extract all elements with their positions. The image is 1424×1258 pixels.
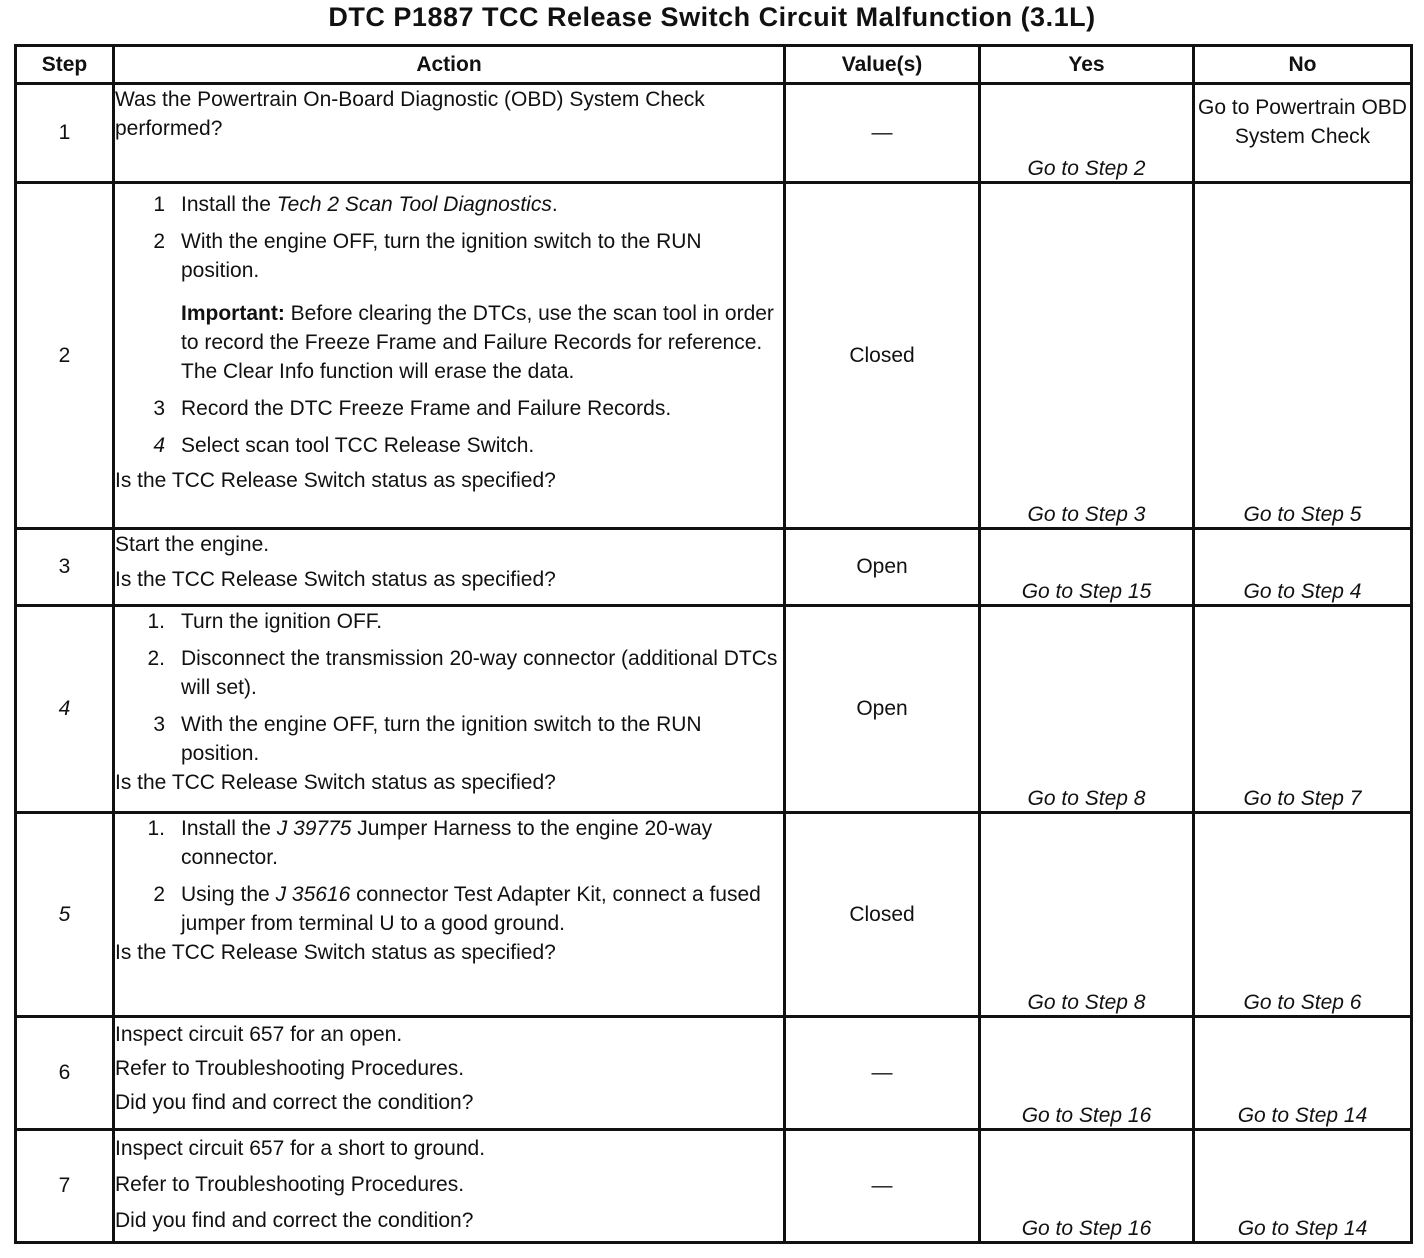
- no-cell: Go to Step 6: [1194, 813, 1412, 1017]
- step-number: 2: [16, 183, 114, 529]
- no-cell: Go to Step 4: [1194, 529, 1412, 606]
- action-cell: [114, 84, 785, 183]
- no-cell: Go to Step 5: [1194, 183, 1412, 529]
- action-cell: [114, 606, 785, 813]
- step-number: 4: [16, 606, 114, 813]
- action-text: Inspect circuit 657 for an open.: [115, 1023, 403, 1046]
- yes-cell: Go to Step 16: [980, 1130, 1194, 1243]
- yes-cell: Go to Step 2: [980, 84, 1194, 183]
- value-cell: Open: [785, 606, 980, 813]
- value-cell: Closed: [785, 813, 980, 1017]
- no-cell: Go to Step 7: [1194, 606, 1412, 813]
- action-text: Inspect circuit 657 for a short to ground.: [115, 1137, 486, 1160]
- action-text: Refer to Troubleshooting Procedures.: [115, 1173, 465, 1196]
- header-yes: Yes: [980, 46, 1194, 84]
- action-cell: [114, 529, 785, 606]
- step-number: 7: [16, 1130, 114, 1243]
- important-note: Important: Before clearing the DTCs, use the scan tool in order to record the Freeze Frame and Failure Records for reference. The Clear Info function will erase the data.: [181, 302, 774, 383]
- step-number: 1: [16, 84, 114, 183]
- action-text: Refer to Troubleshooting Procedures.: [115, 1057, 465, 1080]
- step-number: 3: [16, 529, 114, 606]
- table-row: [16, 606, 1412, 813]
- table-row: [16, 84, 1412, 183]
- table-row: [16, 1017, 1412, 1130]
- list-item: 3 With the engine OFF, turn the ignition switch to the RUN position.: [153, 713, 702, 765]
- yes-cell: Go to Step 3: [980, 183, 1194, 529]
- yes-cell: Go to Step 15: [980, 529, 1194, 606]
- no-cell: Go to Step 14: [1194, 1017, 1412, 1130]
- header-no: No: [1194, 46, 1412, 84]
- no-cell: Go to Step 14: [1194, 1130, 1412, 1243]
- table-row: [16, 813, 1412, 1017]
- action-text: Was the Powertrain On-Board Diagnostic (OBD) System Check performed?: [115, 88, 705, 140]
- value-cell: —: [785, 1017, 980, 1130]
- header-action: Action: [114, 46, 785, 84]
- value-cell: Open: [785, 529, 980, 606]
- table-header-row: [16, 46, 1412, 84]
- action-cell: [114, 1130, 785, 1243]
- value-cell: Closed: [785, 183, 980, 529]
- question-text: Did you find and correct the condition?: [115, 1091, 474, 1114]
- list-item: 1 Install the Tech 2 Scan Tool Diagnostics.: [153, 193, 558, 216]
- no-cell: Go to Powertrain OBD System Check: [1194, 84, 1412, 183]
- table-row: [16, 529, 1412, 606]
- question-text: Is the TCC Release Switch status as specified?: [115, 941, 556, 964]
- question-text: Is the TCC Release Switch status as specified?: [115, 771, 556, 794]
- table-row: [16, 1130, 1412, 1243]
- yes-cell: Go to Step 16: [980, 1017, 1194, 1130]
- list-item: 2 With the engine OFF, turn the ignition switch to the RUN position.: [153, 230, 702, 282]
- question-text: Did you find and correct the condition?: [115, 1209, 474, 1232]
- question-text: Is the TCC Release Switch status as specified?: [115, 469, 556, 492]
- action-cell: [114, 813, 785, 1017]
- action-cell: [114, 183, 785, 529]
- header-values: Value(s): [785, 46, 980, 84]
- action-cell: [114, 1017, 785, 1130]
- action-text: Start the engine.: [115, 533, 270, 556]
- value-cell: —: [785, 1130, 980, 1243]
- step-number: 5: [16, 813, 114, 1017]
- list-item: 4 Select scan tool TCC Release Switch.: [153, 434, 535, 457]
- yes-cell: Go to Step 8: [980, 606, 1194, 813]
- table-row: [16, 183, 1412, 529]
- page-title: DTC P1887 TCC Release Switch Circuit Malfunction (3.1L): [328, 2, 1096, 32]
- list-item: 1. Install the J 39775 Jumper Harness to the engine 20-way connector.: [147, 817, 713, 869]
- diagnostic-table: [14, 44, 1413, 1244]
- list-item: 3 Record the DTC Freeze Frame and Failure Records.: [153, 397, 672, 420]
- header-step: Step: [16, 46, 114, 84]
- yes-cell: Go to Step 8: [980, 813, 1194, 1017]
- question-text: Is the TCC Release Switch status as specified?: [115, 568, 556, 591]
- step-number: 6: [16, 1017, 114, 1130]
- list-item: 2. Disconnect the transmission 20-way connector (additional DTCs will set).: [147, 647, 778, 699]
- list-item: 1. Turn the ignition OFF.: [147, 610, 383, 633]
- list-item: 2 Using the J 35616 connector Test Adapter Kit, connect a fused jumper from terminal U to a good ground.: [153, 883, 761, 935]
- value-cell: —: [785, 84, 980, 183]
